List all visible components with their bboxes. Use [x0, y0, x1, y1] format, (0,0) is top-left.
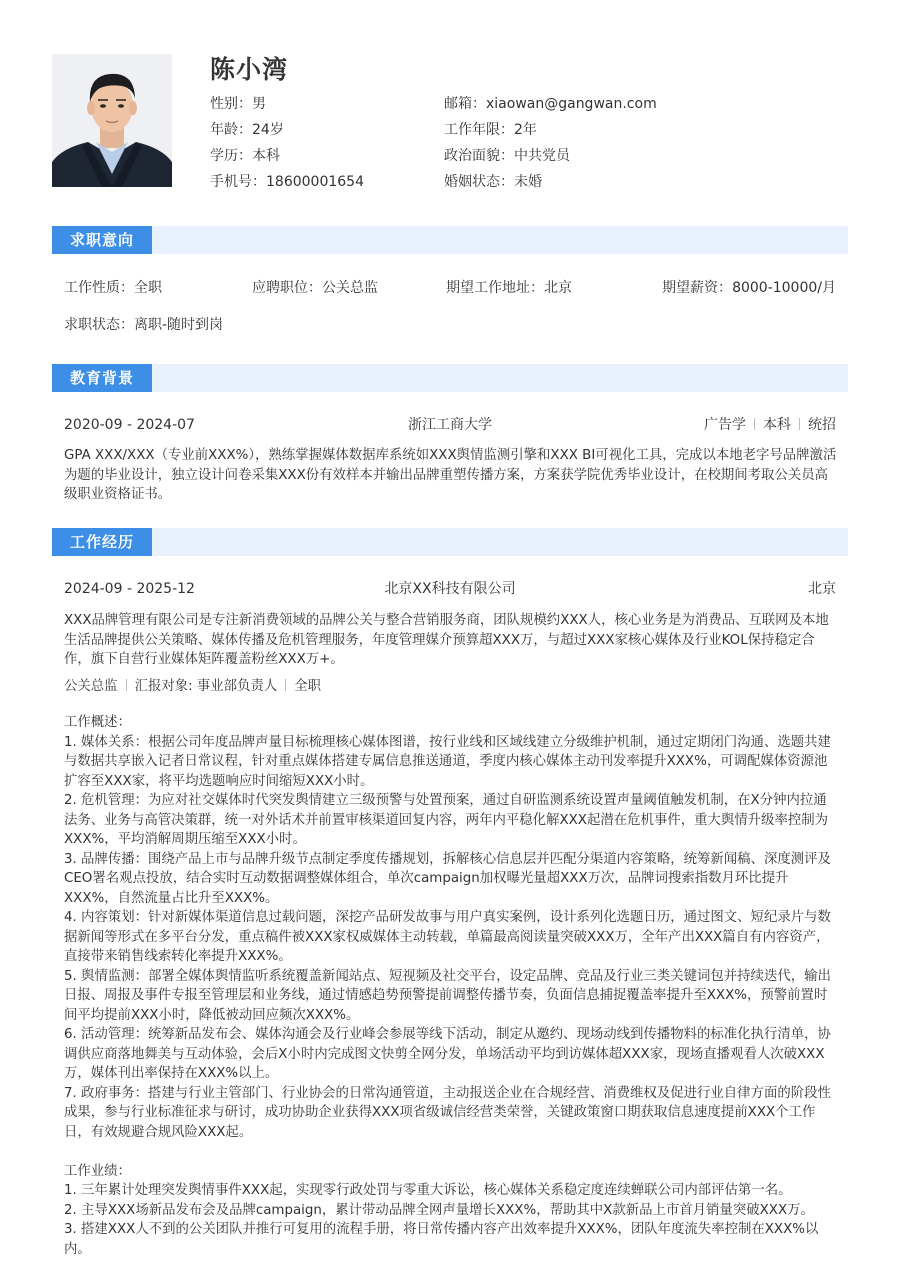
- job-salary: [662, 278, 836, 298]
- education-period: 2020-09 - 2024-07: [64, 417, 195, 433]
- job-position-label: 应聘职位：: [252, 280, 322, 296]
- section-bar-education: [52, 364, 848, 392]
- job-nature: [64, 278, 162, 298]
- company-intro: XXX品牌管理有限公司是专注新消费领域的品牌公关与整合营销服务商，团队规模约XXX人，核心业务是为消费品、互联网及本地生活品牌提供公关策略、媒体传播及危机管理服务，年度管理媒介预算超XXX万，与超过XXX家核心媒体及行业KOL保持稳定合作，旗下自营行业媒体矩阵覆盖粉丝XXX万+。: [64, 613, 829, 667]
- work-city: 北京: [808, 581, 836, 597]
- job-intent-row-2: [64, 315, 836, 335]
- phone-value: 18600001654: [266, 174, 364, 190]
- age-label: 年龄：: [210, 122, 252, 138]
- work-role: 公关总监: [64, 679, 118, 694]
- email-row: [444, 95, 657, 113]
- job-salary-label: 期望薪资：: [662, 280, 733, 296]
- achievement-item: 3. 搭建XXX人不到的公关团队并推行可复用的流程手册，将日常传播内容产出效率提升XXX%，团队年度流失率控制在XXX%以内。: [64, 1222, 819, 1257]
- profile-photo: [52, 54, 172, 187]
- section-title-work: 工作经历: [52, 528, 152, 556]
- job-location: [446, 278, 572, 298]
- education-type: 统招: [808, 417, 836, 433]
- email-label: 邮箱：: [444, 96, 486, 112]
- work-achievement-title: 工作业绩：: [64, 1163, 131, 1179]
- overview-item: 1. 媒体关系：根据公司年度品牌声量目标梳理核心媒体图谱，按行业线和区域线建立分级维护机制，通过定期闭门沟通、选题共建与数据共享嵌入记者日常议程，针对重点媒体搭建专属信息推送通道，季度内核心媒体主动刊发率提升XXX%，可调配媒体资源池扩容至XXX家，将平均选题响应时间缩短XXX小时。: [64, 734, 831, 789]
- profile-photo-image: [52, 54, 172, 187]
- marital-row: [444, 173, 542, 191]
- marital-label: 婚姻状态：: [444, 174, 514, 190]
- work-years-row: [444, 121, 537, 139]
- phone-row: [210, 173, 364, 191]
- overview-item: 5. 舆情监测：部署全媒体舆情监听系统覆盖新闻站点、短视频及社交平台，设定品牌、竞品及行业三类关键词包并持续迭代，输出日报、周报及事件专报至管理层和业务线，通过情感趋势预警提前调整传播节奏，负面信息捕捉覆盖率提升至XXX%，预警前置时间平均提前XXX小时，降低被动回应频次XXX%。: [64, 968, 831, 1023]
- education-description: GPA XXX/XXX（专业前XXX%），熟练掌握媒体数据库系统如XXX舆情监测引擎和XXX BI可视化工具，完成以本地老字号品牌激活为题的毕业设计，独立设计问卷采集XXX份有效样本并输出品牌重塑传播方案，方案获学院优秀毕业设计，在校期间考取公关员高级职业资格证书。: [64, 448, 837, 502]
- separator: [126, 679, 127, 691]
- age-value: 24岁: [252, 122, 284, 138]
- separator: [754, 418, 755, 430]
- gender-row: [210, 95, 266, 113]
- education-school: 浙江工商大学: [408, 417, 492, 433]
- section-bar-work: [52, 528, 848, 556]
- education-meta: [704, 415, 836, 435]
- education-level-value: 本科: [252, 148, 280, 164]
- work-employment-type: 全职: [294, 679, 322, 694]
- education-level-row: [210, 147, 280, 165]
- overview-item: 6. 活动管理：统筹新品发布会、媒体沟通会及行业峰会参展等线下活动，制定从邀约、现场动线到传播物料的标准化执行清单，协调供应商落地舞美与互动体验，会后X小时内完成图文快剪全网分发，单场活动平均到访媒体超XXX家，现场直播观看人次破XXX万，媒体刊出率保持在XXX%以上。: [64, 1027, 831, 1081]
- gender-value: 男: [252, 96, 266, 112]
- job-position-value: 公关总监: [322, 280, 378, 296]
- work-role-row: [64, 677, 836, 697]
- section-title-job-intent: 求职意向: [52, 226, 152, 254]
- spacer: [64, 1142, 840, 1162]
- job-location-label: 期望工作地址：: [446, 280, 544, 296]
- work-years-label: 工作年限：: [444, 122, 514, 138]
- education-level-label: 学历：: [210, 148, 252, 164]
- overview-item: 4. 内容策划：针对新媒体渠道信息过载问题，深挖产品研发故事与用户真实案例，设计系列化选题日历，通过图文、短纪录片与数据新闻等形式在多平台分发，重点稿件被XXX家权威媒体主动转载，单篇最高阅读量突破XXX万，全年产出XXX篇自有内容资产，直接带来销售线索转化率提升XXX%。: [64, 910, 831, 964]
- separator: [799, 418, 800, 430]
- work-period: 2024-09 - 2025-12: [64, 581, 195, 597]
- work-report-to: 汇报对象: 事业部负责人: [134, 679, 278, 694]
- education-major: 广告学: [704, 417, 746, 433]
- overview-item: 3. 品牌传播：围绕产品上市与品牌升级节点制定季度传播规划，拆解核心信息层并匹配分渠道内容策略，统筹新闻稿、深度测评及CEO署名观点投放，结合实时互动数据调整媒体组合，单次campaign加权曝光量超XXX万次，品牌词搜索指数月环比提升XXX%，自然流量占比升至XXX%。: [64, 851, 831, 906]
- job-nature-value: 全职: [134, 280, 162, 296]
- education-degree: 本科: [763, 417, 791, 433]
- phone-label: 手机号：: [210, 174, 266, 190]
- gender-label: 性别：: [210, 96, 252, 112]
- job-status-value: 离职-随时到岗: [134, 317, 224, 333]
- politics-row: [444, 147, 570, 165]
- work-years-value: 2年: [514, 122, 537, 138]
- politics-label: 政治面貌：: [444, 148, 514, 164]
- section-title-education: 教育背景: [52, 364, 152, 392]
- politics-value: 中共党员: [514, 148, 570, 164]
- age-row: [210, 121, 284, 139]
- section-bar-job-intent: [52, 226, 848, 254]
- job-nature-label: 工作性质：: [64, 280, 134, 296]
- achievement-item: 2. 主导XXX场新品发布会及品牌campaign，累计带动品牌全网声量增长XXX%，帮助其中X款新品上市首月销量突破XXX万。: [64, 1202, 814, 1218]
- email-value[interactable]: xiaowan@gangwan.com: [486, 96, 657, 112]
- job-position: [252, 278, 378, 298]
- separator: [285, 679, 286, 691]
- job-status-label: 求职状态：: [64, 317, 134, 333]
- overview-item: 7. 政府事务：搭建与行业主管部门、行业协会的日常沟通管道，主动报送企业在合规经营、消费维权及促进行业自律方面的阶段性成果，参与行业标准征求与研讨，成功协助企业获得XXX项省级诚信经营类荣誉，关键政策窗口期获取信息速度提前XXX个工作日，有效规避合规风险XXX起。: [64, 1085, 831, 1140]
- work-company: 北京XX科技有限公司: [384, 581, 516, 597]
- work-overview-title: 工作概述：: [64, 715, 131, 730]
- overview-item: 2. 危机管理：为应对社交媒体时代突发舆情建立三级预警与处置预案，通过自研监测系统设置声量阈值触发机制，在X分钟内拉通法务、业务与高管决策群，统一对外话术并前置审核渠道回复内容，两年内平稳化解XXX起潜在危机事件，重大舆情升级率控制为XXX%，平均消解周期压缩至XXX小时。: [64, 793, 829, 847]
- job-salary-value: 8000-10000/月: [732, 280, 836, 296]
- candidate-name: 陈小湾: [210, 55, 289, 84]
- marital-value: 未婚: [514, 174, 542, 190]
- achievement-item: 1. 三年累计处理突发舆情事件XXX起，实现零行政处罚与零重大诉讼，核心媒体关系稳定度连续蝉联公司内部评估第一名。: [64, 1183, 792, 1198]
- job-location-value: 北京: [544, 280, 572, 296]
- work-overview: [64, 713, 840, 1259]
